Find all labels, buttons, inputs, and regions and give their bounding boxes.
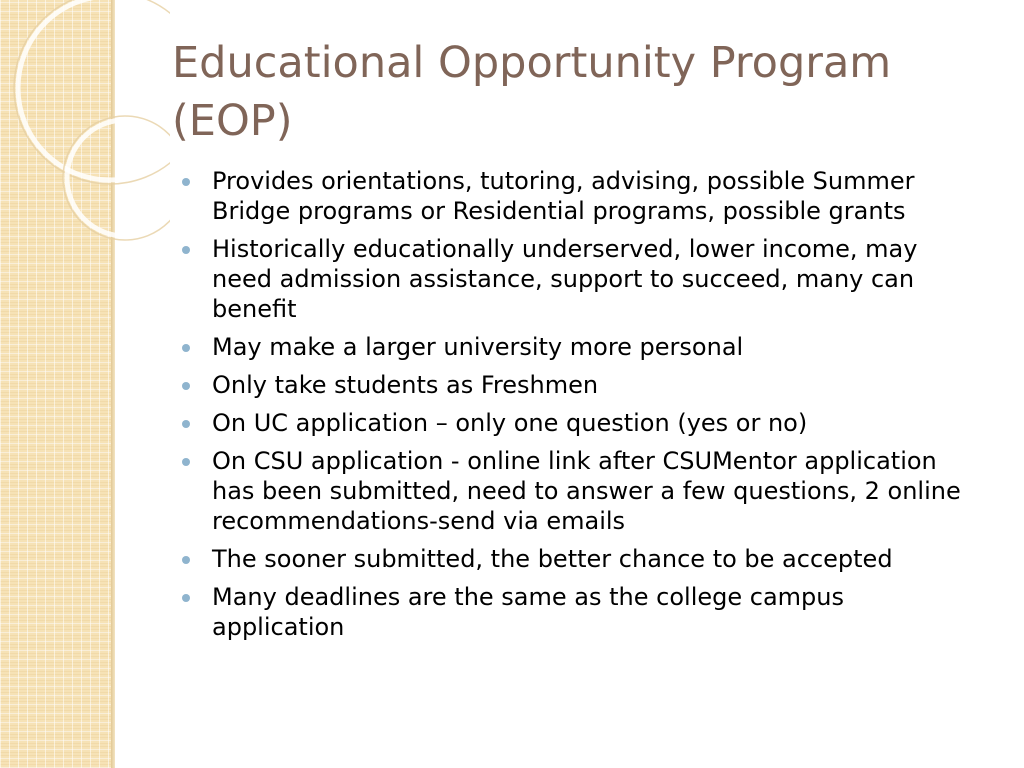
bullet-item: [180, 582, 970, 642]
bullet-text: On UC application – only one question (yes or no): [212, 409, 808, 437]
bullet-item: [180, 408, 970, 438]
bullet-dot-icon: [182, 344, 190, 352]
bullet-list: [180, 166, 970, 650]
bullet-dot-icon: [182, 178, 190, 186]
bullet-dot-icon: [182, 556, 190, 564]
decorative-circles: [0, 0, 170, 260]
slide-title: Educational Opportunity Program (EOP): [172, 38, 892, 146]
bullet-item: [180, 370, 970, 400]
bullet-item: [180, 234, 970, 324]
bullet-dot-icon: [182, 420, 190, 428]
bullet-text: Provides orientations, tutoring, advising, possible Summer Bridge programs or Residential programs, possible grants: [212, 167, 915, 225]
bullet-text: Only take students as Freshmen: [212, 371, 599, 399]
bullet-dot-icon: [182, 246, 190, 254]
bullet-text: On CSU application - online link after CSUMentor application has been submitted, need to answer a few questions, 2 online recommendations-send via emails: [212, 447, 961, 535]
bullet-dot-icon: [182, 458, 190, 466]
bullet-text: May make a larger university more personal: [212, 333, 744, 361]
bullet-dot-icon: [182, 382, 190, 390]
bullet-item: [180, 166, 970, 226]
bullet-text: Many deadlines are the same as the college campus application: [212, 583, 844, 641]
bullet-item: [180, 332, 970, 362]
bullet-text: Historically educationally underserved, lower income, may need admission assistance, support to succeed, many can benefit: [212, 235, 918, 323]
bullet-item: [180, 544, 970, 574]
bullet-text: The sooner submitted, the better chance to be accepted: [212, 545, 893, 573]
bullet-item: [180, 446, 970, 536]
bullet-dot-icon: [182, 594, 190, 602]
decorative-ring-large: [18, 0, 170, 180]
